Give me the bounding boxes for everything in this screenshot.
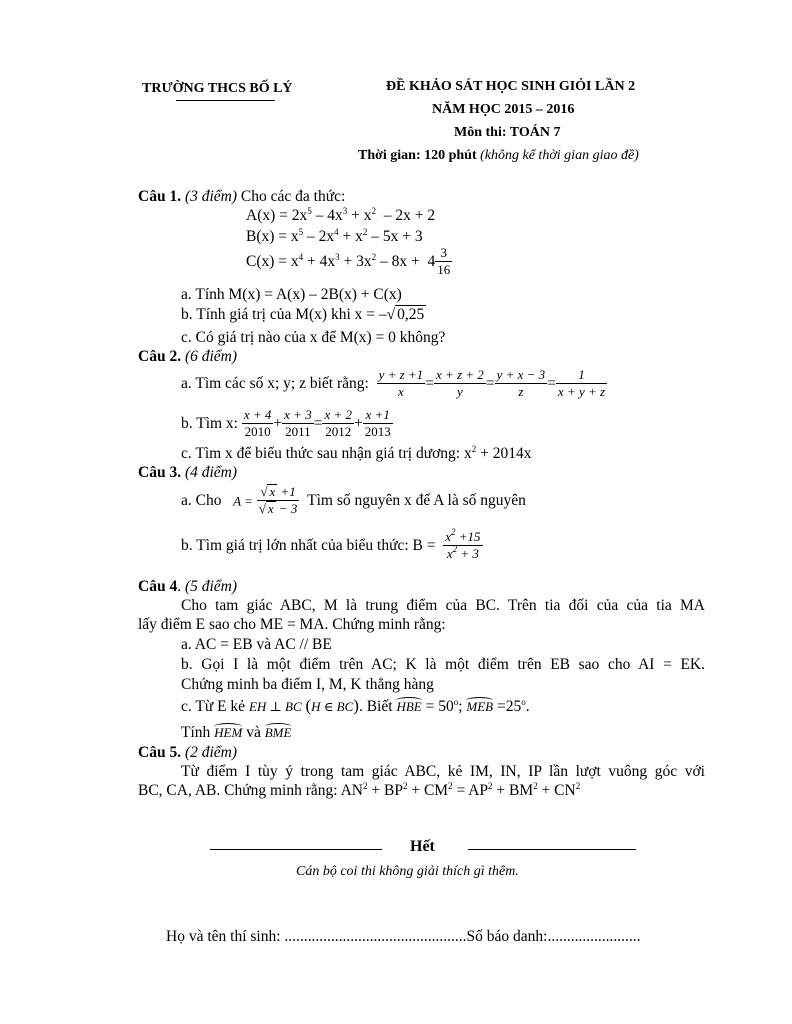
q1-intro: Cho các đa thức: — [240, 188, 346, 205]
q3-part-b-text: b. Tìm giá trị lớn nhất của biểu thức: B = — [181, 537, 436, 554]
frac-b4: $\frac{x +1}{2013}$ — [364, 407, 391, 440]
q4-line1: Cho tam giác ABC, M là trung điểm của BC. Trên tia đối của của tia MA — [181, 597, 705, 614]
q2-part-c: c. Tìm x để biểu thức sau nhận giá trị dương: $x^2 + 2014x$ — [181, 444, 532, 462]
q2-heading — [138, 349, 237, 365]
q1-heading — [138, 189, 345, 205]
q4-part-c: c. Từ E kẻ EH ⊥ BC (H ∈ BC). Biết HBE = $50^o$; MEB $=25^o$. — [181, 696, 530, 715]
exam-time — [358, 149, 639, 163]
q3-part-b — [181, 529, 483, 563]
q2-title: Câu 2. — [138, 348, 182, 365]
angle-meb: MEB — [466, 699, 494, 714]
poly-c: $C(x) = x^4 + 4x^3 + 3x^2 - 8x + 4$ $\frac{3}{16}$ — [246, 245, 451, 278]
q4-part-b-line2: Chứng minh ba điểm I, M, K thẳng hàng — [181, 676, 434, 693]
q5-heading — [138, 745, 237, 761]
q3-title: Câu 3. — [138, 464, 182, 481]
q1-part-b-text: b. Tính giá trị của M(x) khi x = – — [181, 306, 387, 323]
q5-line2: BC, CA, AB. Chứng minh rằng: $AN^2 + BP^2 + CM^2 = AP^2 + BM^2 + CN^2$ — [138, 781, 581, 799]
end-rule-right — [468, 849, 636, 850]
poly-b: $B(x) = x^5 - 2x^4 + x^2 - 5x + 3$ — [246, 227, 423, 245]
q4-part-a: a. AC = EB và AC // BE — [181, 636, 332, 653]
q5-points: (2 điểm) — [184, 744, 238, 761]
q4-heading: Câu 4. (5 điểm) — [138, 578, 238, 595]
frac-b3: $\frac{x + 2}{2012}$ — [324, 407, 352, 440]
frac-q3b: $\frac{x^2 +15}{x^2 + 3}$ — [445, 527, 481, 562]
angle-bme: BME — [264, 725, 292, 740]
poly-a: $A(x) = 2x^5 - 4x^3 + x^2 - 2x + 2$ — [246, 206, 436, 224]
frac-q3a: $\frac{√ x +1}{√ x - 3}$ — [258, 484, 298, 517]
time-label: Thời gian: 120 phút — [358, 148, 477, 163]
q1-title: Câu 1. — [138, 188, 182, 205]
q3-part-a-text: Tìm số nguyên x để A là số nguyên — [307, 492, 526, 509]
frac-b1: $\frac{x + 4}{2010}$ — [243, 407, 272, 440]
school-underline — [176, 100, 275, 101]
candidate-id-field: Số báo danh:........................ — [466, 928, 641, 945]
angle-hbe: HBE — [396, 699, 422, 714]
q2-part-b: b. Tìm x: $\frac{x + 4}{2010}$ + $\frac{x + 3}{2011}$ = $\frac{x + 2}{2012}$ + $\frac{x +1}{2013}$ — [181, 407, 391, 440]
q1-points: (3 điểm) — [184, 188, 238, 205]
school-name: TRƯỜNG THCS BỐ LÝ — [142, 81, 293, 96]
candidate-name-field: Họ và tên thí sinh: ............................................... — [166, 928, 467, 945]
frac-a1: $\frac{y + z +1}{x}$ — [378, 367, 424, 400]
q4-line2: lấy điểm E sao cho ME = MA. Chứng minh rằng: — [138, 616, 446, 633]
q2-part-a: a. Tìm các số x; y; z biết rằng: $\frac{y + z +1}{x}$ = $\frac{x + z + 2}{y}$ = $\frac{y + x - 3}{z}$ = $\frac{1}{x + y + z}$ — [181, 367, 606, 400]
frac-a3: $\frac{y + x - 3}{z}$ — [496, 367, 546, 400]
proctor-note: Cán bộ coi thi không giải thích gì thêm. — [296, 864, 519, 879]
school-year: NĂM HỌC 2015 – 2016 — [432, 102, 575, 117]
q1-part-a: a. Tính M(x) = A(x) – 2B(x) + C(x) — [181, 286, 402, 303]
q4-part-b-line1: b. Gọi I là một điểm trên AC; K là một điểm trên EB sao cho AI = EK. — [181, 656, 705, 673]
q4-title: Câu 4 — [138, 578, 178, 595]
frac-a4: $\frac{1}{x + y + z}$ — [557, 367, 606, 400]
q1-root-value: 0,25 — [397, 306, 425, 323]
frac-a2: $\frac{x + z + 2}{y}$ — [435, 367, 484, 400]
q3-heading — [138, 465, 237, 481]
q1-part-b: b. Tính giá trị của M(x) khi x = –√ 0,25 — [181, 306, 425, 323]
q5-title: Câu 5. — [138, 744, 182, 761]
q3-points: (4 điểm) — [184, 464, 238, 481]
end-rule-left — [210, 849, 382, 850]
time-note: (không kể thời gian giao đề) — [480, 148, 639, 163]
q5-line1: Từ điểm I tùy ý trong tam giác ABC, kẻ IM, IN, IP lần lượt vuông góc với — [181, 763, 705, 780]
angle-hem: HEM — [214, 725, 243, 740]
q2-part-a-text: a. Tìm các số x; y; z biết rằng: — [181, 375, 369, 392]
q2-part-b-text: b. Tìm x: — [181, 415, 238, 432]
frac-b2: $\frac{x + 3}{2011}$ — [284, 407, 312, 440]
q4-points: (5 điểm) — [184, 578, 238, 595]
q4-calc: Tính HEM và BME — [181, 724, 292, 741]
candidate-info — [166, 929, 640, 945]
q2-points: (6 điểm) — [184, 348, 238, 365]
end-marker: Hết — [410, 838, 435, 855]
exam-subject: Môn thi: TOÁN 7 — [454, 125, 561, 140]
q3-part-a: a. Cho A = $\frac{√ x +1}{√ x - 3}$ Tìm số nguyên x để A là số nguyên — [181, 484, 526, 517]
q1-part-c: c. Có giá trị nào của x để M(x) = 0 không? — [181, 329, 446, 346]
exam-title: ĐỀ KHẢO SÁT HỌC SINH GIỎI LẦN 2 — [386, 79, 636, 94]
q3-part-a-label: a. Cho — [181, 492, 222, 509]
